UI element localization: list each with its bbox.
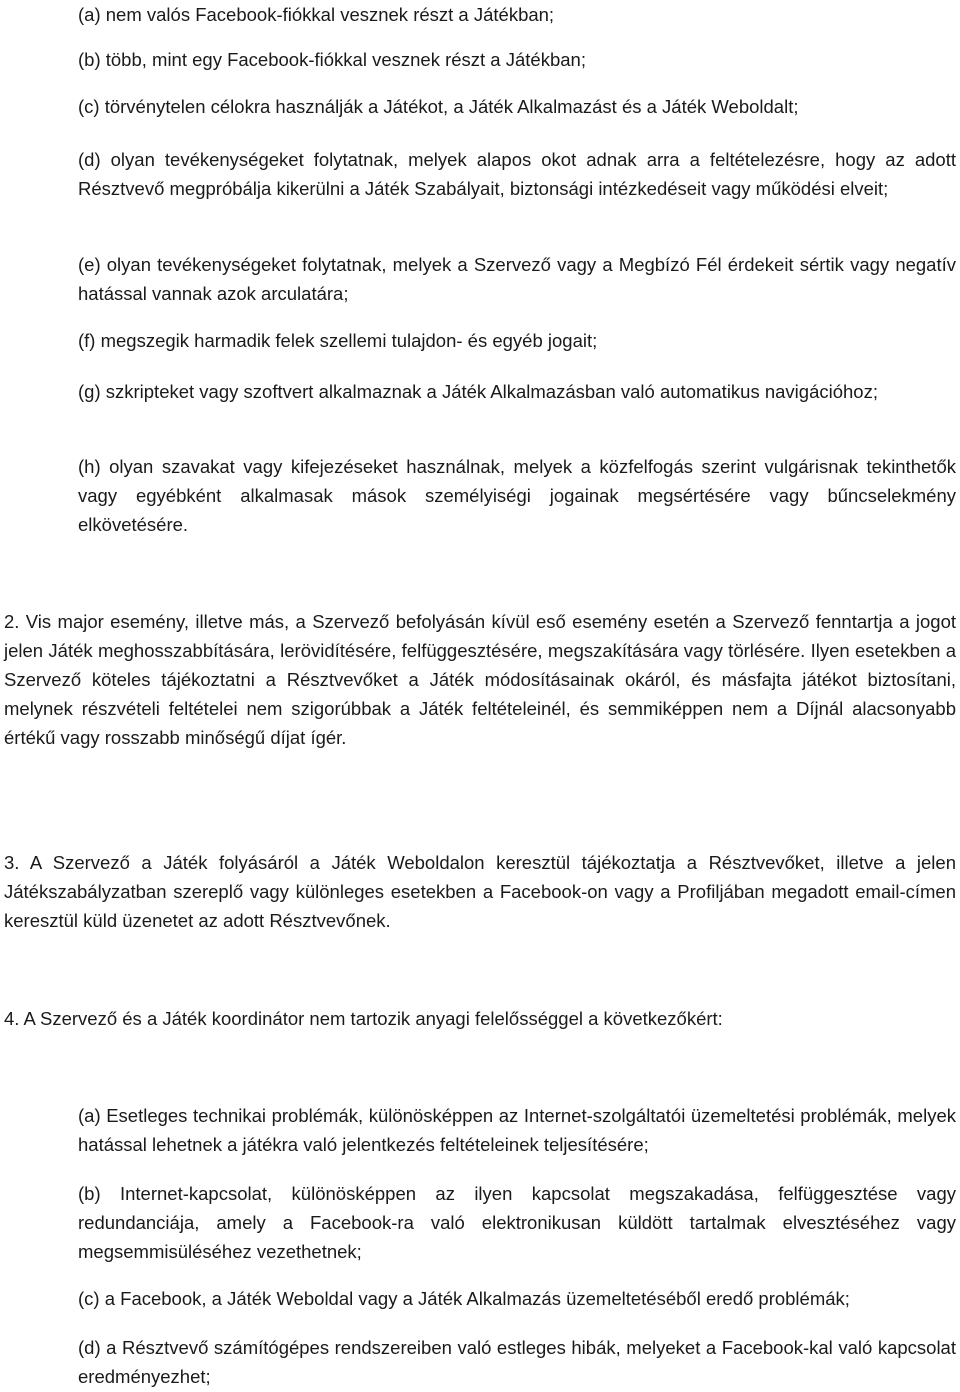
paragraph-3: 3. A Szervező a Játék folyásáról a Játék Weboldalon keresztül tájékoztatja a Résztvevőket, illetve a jelen Játékszabályzatban szereplő vagy különleges esetekben a Facebook-on vagy a Profiljában megadott email-címen keresztül küld üzenetet az adott Résztvevőnek. (4, 852, 956, 931)
liability-item-c: (c) a Facebook, a Játék Weboldal vagy a Játék Alkalmazás üzemeltetéséből eredő problémák; (78, 1288, 850, 1309)
liability-item-a: (a) Esetleges technikai problémák, különösképpen az Internet-szolgáltatói üzemeltetési problémák, melyek hatással lehetnek a játékra való jelentkezés feltételeinek teljesítésére; (78, 1105, 956, 1155)
item-a: (a) nem valós Facebook-fiókkal vesznek részt a Játékban; (78, 4, 555, 25)
item-g: (g) szkripteket vagy szoftvert alkalmaznak a Játék Alkalmazásban való automatikus navigációhoz; (78, 381, 878, 402)
item-e: (e) olyan tevékenységeket folytatnak, melyek a Szervező vagy a Megbízó Fél érdekeit sértik vagy negatív hatással vannak azok arculatára; (78, 254, 956, 304)
paragraph-2: 2. Vis major esemény, illetve más, a Szervező befolyásán kívül eső esemény esetén a Szervező fenntartja a jogot jelen Játék meghosszabbítására, lerövidítésére, felfüggesztésére, megszakítására vagy törlésére. Ilyen esetekben a Szervező köteles tájékoztatni a Résztvevőket a Játék módosításainak okáról, és másfajta játékot biztosítani, melynek részvételi feltételei nem szigorúbbak a Játék feltételeinél, és semmiképpen nem a Díjnál alacsonyabb értékű vagy rosszabb minőségű díjat ígér. (4, 611, 956, 748)
item-c: (c) törvénytelen célokra használják a Játékot, a Játék Alkalmazást és a Játék Weboldalt; (78, 96, 799, 117)
paragraph-4: 4. A Szervező és a Játék koordinátor nem tartozik anyagi felelősséggel a következőkért: (4, 1008, 723, 1029)
liability-item-d: (d) a Résztvevő számítógépes rendszereiben való estleges hibák, melyeket a Facebook-kal való kapcsolat eredményezhet; (78, 1337, 956, 1387)
item-f: (f) megszegik harmadik felek szellemi tulajdon- és egyéb jogait; (78, 330, 598, 351)
item-b: (b) több, mint egy Facebook-fiókkal vesznek részt a Játékban; (78, 49, 586, 70)
liability-item-b: (b) Internet-kapcsolat, különösképpen az ilyen kapcsolat megszakadása, felfüggesztése vagy redundanciája, amely a Facebook-ra való elektronikusan küldött tartalmak elvesztéséhez vagy megsemmisüléséhez vezethetnek; (78, 1183, 956, 1262)
item-d: (d) olyan tevékenységeket folytatnak, melyek alapos okot adnak arra a feltételezésre, hogy az adott Résztvevő megpróbálja kikerülni a Játék Szabályait, biztonsági intézkedéseit vagy működési elveit; (78, 149, 956, 199)
item-h: (h) olyan szavakat vagy kifejezéseket használnak, melyek a közfelfogás szerint vulgárisnak tekinthetők vagy egyébként alkalmasak mások személyiségi jogainak megsértésére vagy bűncselekmény elkövetésére. (78, 456, 956, 535)
